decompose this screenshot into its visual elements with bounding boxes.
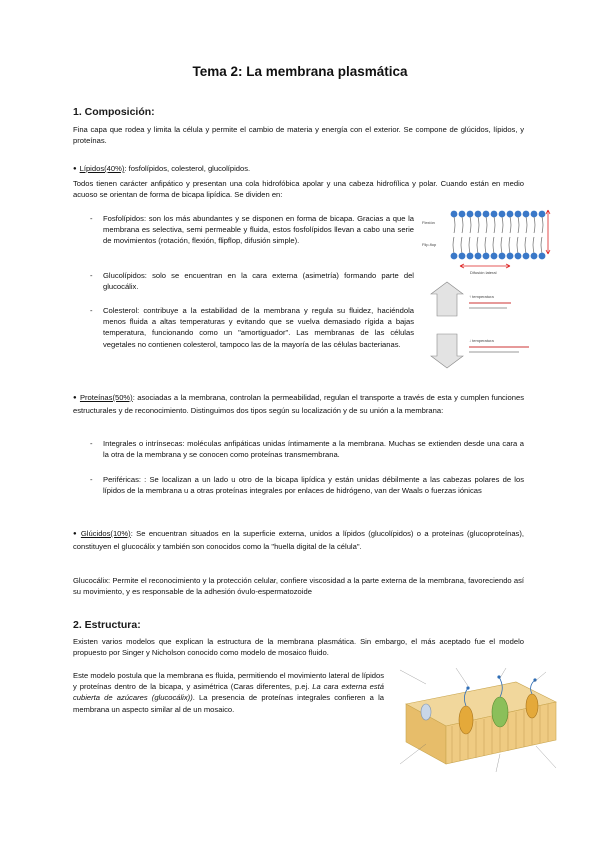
temp-high-label: ↑ temperatura [469, 294, 494, 299]
lipid-item-colesterol: - Colesterol: contribuye a la estabilidad de la membrana y regula su fluidez, haciéndola menos fluida a altas temperaturas y evitando que se vuelva demasiado rígida a bajas temperatura, funcionando como un "amortiguador". Las membranas de las células vegetales no contienen colesterol, tampoco las de la mayoría de las células bacterianas. [90, 306, 414, 349]
lipids-label: Lípidos(40%) [79, 164, 125, 173]
proteins-label: Proteínas(50%) [79, 393, 133, 402]
dash-marker: - [90, 439, 93, 448]
bilayer-label-flexion: Flexión [422, 220, 435, 225]
lipid-item-fosfolipidos: - Fosfolípidos: son los más abundantes y se disponen en forma de bicapa. Gracias a que la membrana es selectiva, semi permeable y fluida, estos fosfolípidos llevan a cabo una serie de movimientos (rotación, flexión, flipflop, difusión simple). [90, 214, 414, 246]
up-arrow-icon [431, 282, 463, 316]
protein-item-integrales: - Integrales o intrínsecas: moléculas anfipáticas unidas íntimamente a la membrana. Muchas se extienden desde una cara a la otra de la membrana y se conocen como proteínas transmembrana. [90, 439, 524, 460]
bullet-icon [73, 529, 81, 538]
lipid-item-glucolipidos: - Glucolípidos: solo se encuentran en la cara externa (asimetría) formando parte del glucocálix. [90, 271, 414, 292]
lipids-heading [73, 163, 524, 176]
temp-low-label: ↓ temperatura [469, 338, 494, 343]
page-title: Tema 2: La membrana plasmática [192, 64, 408, 79]
bilayer-tails [453, 217, 543, 253]
section-heading-estructura: 2. Estructura: [73, 619, 141, 631]
bilayer-figure [420, 200, 560, 276]
lateral-diffusion-arrow [460, 264, 510, 268]
protein-item-perifericas: - Periféricas: : Se localizan a un lado u otro de la bicapa lipídica y están unidas débilmente a las cabezas polares de los lípidos de la membrana u a otras proteínas integrales por enlaces de hidrógeno, van der Waals o fuerzas iónicas [90, 475, 524, 496]
bilayer-label-lateral: Difusión lateral [470, 270, 497, 275]
dash-marker: - [90, 214, 93, 223]
structure-intro: Existen varios modelos que explican la estructura de la membrana plasmática. Sin embargo, el más aceptado fue el modelo propuesto por Singer y Nicholson conocido como modelo de mosaico fluido. [73, 637, 524, 658]
glucocalix-paragraph: Glucocálix: Permite el reconocimiento y la protección celular, confiere viscosidad a la parte externa de la membrana, favoreciendo así su movimiento, y es responsable de la adhesión óvulo-espermatozoide [73, 576, 524, 597]
fluid-mosaic-paragraph: Este modelo postula que la membrana es fluida, permitiendo el movimiento lateral de lípidos y proteínas dentro de la bicapa, y asimétrica (Caras diferentes, p.ej. La cara externa está cubierta de azúcares (glucocálix)). La presencia de proteínas integrales confieren a la membrana un aspecto similar al de un mosaico. [73, 671, 384, 714]
flip-flop-arrow [546, 210, 550, 254]
proteins-paragraph: ● Proteínas(50%): asociadas a la membrana, controlan la permeabilidad, regulan el transporte a través de esta y cumplen funciones estructurales y de reconocimiento. Distinguimos dos tipos según su localización y de su unión a la membrana: [73, 392, 524, 416]
glucids-label: Glúcidos(10%) [80, 529, 131, 538]
dash-marker: - [90, 271, 93, 280]
fluid-mosaic-figure [396, 664, 564, 776]
dash-marker: - [90, 306, 93, 315]
section-heading-composicion: 1. Composición: [73, 106, 155, 118]
bilayer-label-flipflop: Flip-flop [422, 242, 437, 247]
intro-paragraph: Fina capa que rodea y limita la célula y permite el cambio de materia y energía con el exterior. Se compone de glúcidos, lípidos, y proteínas. [73, 125, 524, 146]
lipids-description: Todos tienen carácter anfipático y presentan una cola hidrofóbica apolar y una cabeza hidrofílica y polar. Cuando están en medio acuoso se orientan de forma de bicapa lipídica. Se dividen en: [73, 179, 524, 200]
bullet-icon [73, 164, 80, 173]
dash-marker: - [90, 475, 93, 484]
temperature-figure [427, 280, 557, 370]
bilayer-bottom-heads [451, 253, 546, 260]
down-arrow-icon [431, 334, 463, 368]
bullet-icon [73, 393, 80, 402]
glucids-paragraph: ● Glúcidos(10%): Se encuentran situados en la superficie externa, unidos a lípidos (glucolípidos) o a proteínas (glucoproteínas), constituyen el glucocálix y también son conocidos como la "huella digital de la célula". [73, 528, 524, 552]
lipids-summary: : fosfolípidos, colesterol, glucolípidos. [124, 164, 251, 173]
bilayer-top-heads [451, 211, 546, 218]
